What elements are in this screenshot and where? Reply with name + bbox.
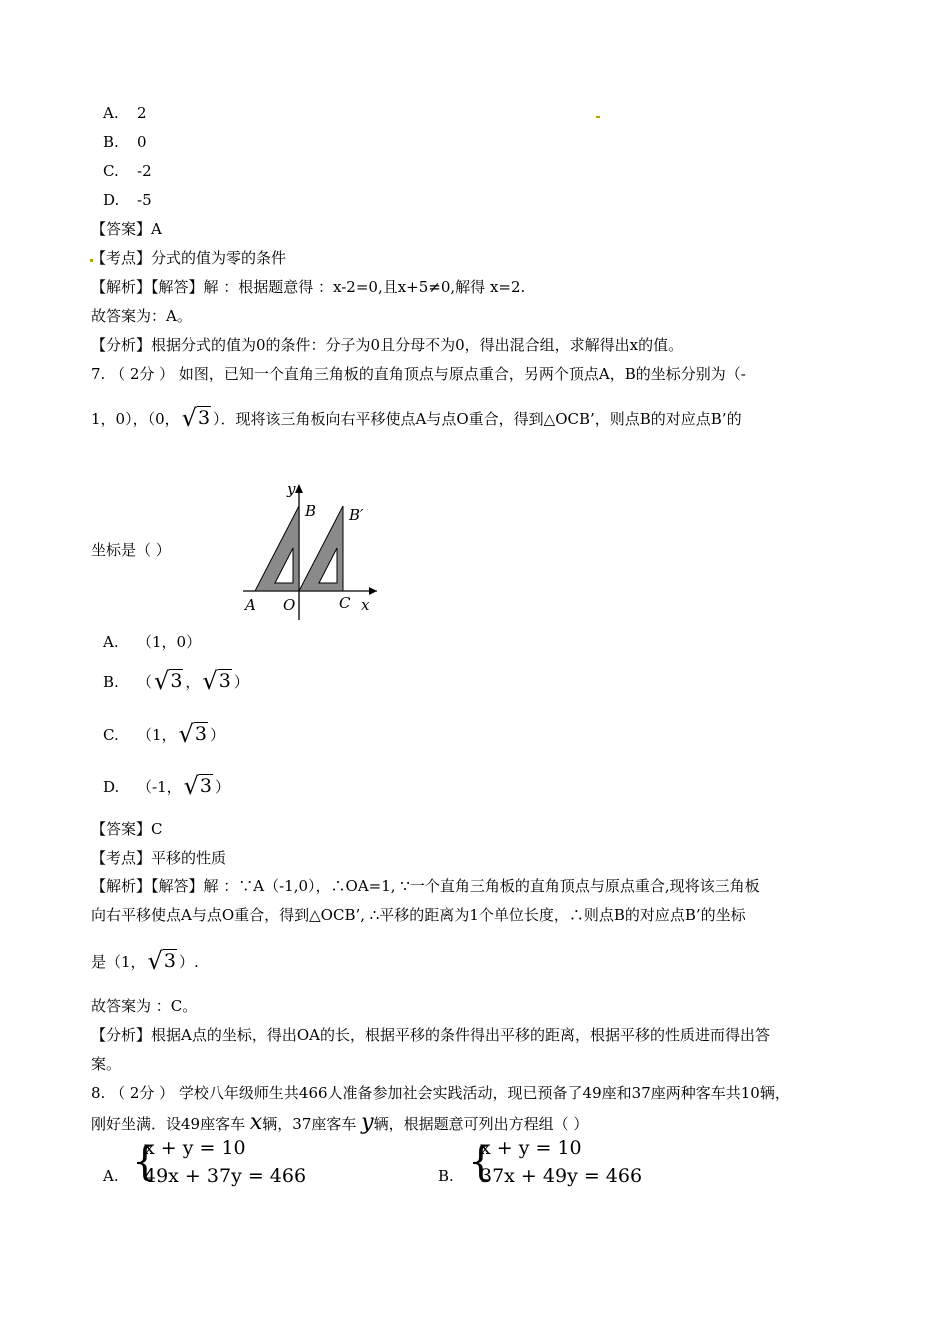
q7-stem-line3: 坐标是（ ）: [91, 541, 171, 559]
q6-option-d: D. -5: [103, 191, 152, 209]
label-b: B: [305, 502, 317, 520]
scan-mark: [596, 116, 600, 118]
q6-point: 【考点】分式的值为零的条件: [91, 249, 287, 267]
q7-option-d: D. （-1，√3 ）: [103, 772, 231, 800]
sqrt-3: √3: [202, 667, 231, 695]
q7-option-b: B. （√3 ，√3 ）: [103, 667, 249, 695]
q7-analysis-line3: 是（1，√3 ）.: [91, 947, 199, 975]
label-o: O: [283, 596, 296, 614]
q8-option-a-label: A.: [103, 1167, 119, 1185]
q7-triangle-figure: [235, 480, 385, 620]
q7-conclusion: 故答案为 ：C。: [91, 997, 198, 1015]
sqrt-3: √3: [147, 947, 176, 975]
equation: x + y = 10: [480, 1137, 582, 1159]
sqrt-3: √3: [183, 772, 213, 800]
label-x: x: [361, 596, 370, 614]
q7-point: 【考点】平移的性质: [91, 849, 227, 867]
q7-stem-line2: 1，0），（0，√3 ）．现将该三角板向右平移使点A与点O重合，得到△OCB’，则点B的对应点B’的: [91, 404, 742, 432]
q7-option-a: A. （1，0）: [103, 633, 202, 651]
q6-fenxi: 【分析】根据分式的值为0的条件：分子为0且分母不为0，得出混合组，求解得出x的值。: [91, 336, 684, 354]
brace-icon: {: [468, 1139, 494, 1185]
q8-stem-line2: 刚好坐满．设49座客车 x辆，37座客车 y辆，根据题意可列出方程组（ ）: [91, 1110, 589, 1135]
q6-option-b: B. 0: [103, 133, 147, 151]
x-axis-arrow: [369, 587, 377, 595]
equation: 49x + 37y = 466: [144, 1165, 307, 1187]
brace-icon: {: [132, 1139, 158, 1185]
q7-option-c: C. （1，√3 ）: [103, 720, 225, 748]
y-axis-arrow: [295, 484, 303, 493]
q7-analysis-line2: 向右平移使点A与点O重合，得到△OCB’, ∴平移的距离为1个单位长度，∴则点B的对应点B’的坐标: [91, 906, 746, 924]
q8-stem-line1: 8. （ 2分 ） 学校八年级师生共466人准备参加社会实践活动，现已预备了49座和37座两种客车共10辆，: [91, 1084, 790, 1102]
label-a: A: [245, 596, 256, 614]
q6-option-a: A. 2: [103, 104, 147, 122]
equation: 37x + 49y = 466: [480, 1165, 643, 1187]
label-c: C: [339, 594, 351, 612]
q7-stem-line1: 7. （ 2分 ） 如图，已知一个直角三角板的直角顶点与原点重合，另两个顶点A，B的坐标分别为（-: [91, 365, 746, 383]
q8-option-b-system: [470, 1134, 642, 1190]
q8-option-a-system: [134, 1134, 306, 1190]
q8-option-b-label: B.: [438, 1167, 454, 1185]
sqrt-3: √3: [181, 404, 211, 432]
q6-option-c: C. -2: [103, 162, 152, 180]
q6-analysis: 【解析】【解答】解 ：根据题意得 ：x-2=0,且x+5≠0,解得 x=2.: [91, 278, 526, 296]
sqrt-3: √3: [178, 720, 207, 748]
label-y: y: [287, 480, 296, 498]
q7-fenxi-line2: 案。: [91, 1055, 122, 1073]
label-b-prime: B′: [349, 506, 364, 524]
q7-answer: 【答案】C: [91, 820, 163, 838]
sqrt-3: √3: [154, 667, 183, 695]
q7-fenxi-line1: 【分析】根据A点的坐标，得出OA的长，根据平移的条件得出平移的距离，根据平移的性质进而得出答: [91, 1026, 770, 1044]
q6-answer: 【答案】A: [91, 220, 162, 238]
q7-analysis-line1: 【解析】【解答】解 ：∵A（-1,0），∴OA=1, ∵一个直角三角板的直角顶点与原点重合,现将该三角板: [91, 877, 760, 895]
q6-conclusion: 故答案为：A。: [91, 307, 192, 325]
equation: x + y = 10: [144, 1137, 246, 1159]
